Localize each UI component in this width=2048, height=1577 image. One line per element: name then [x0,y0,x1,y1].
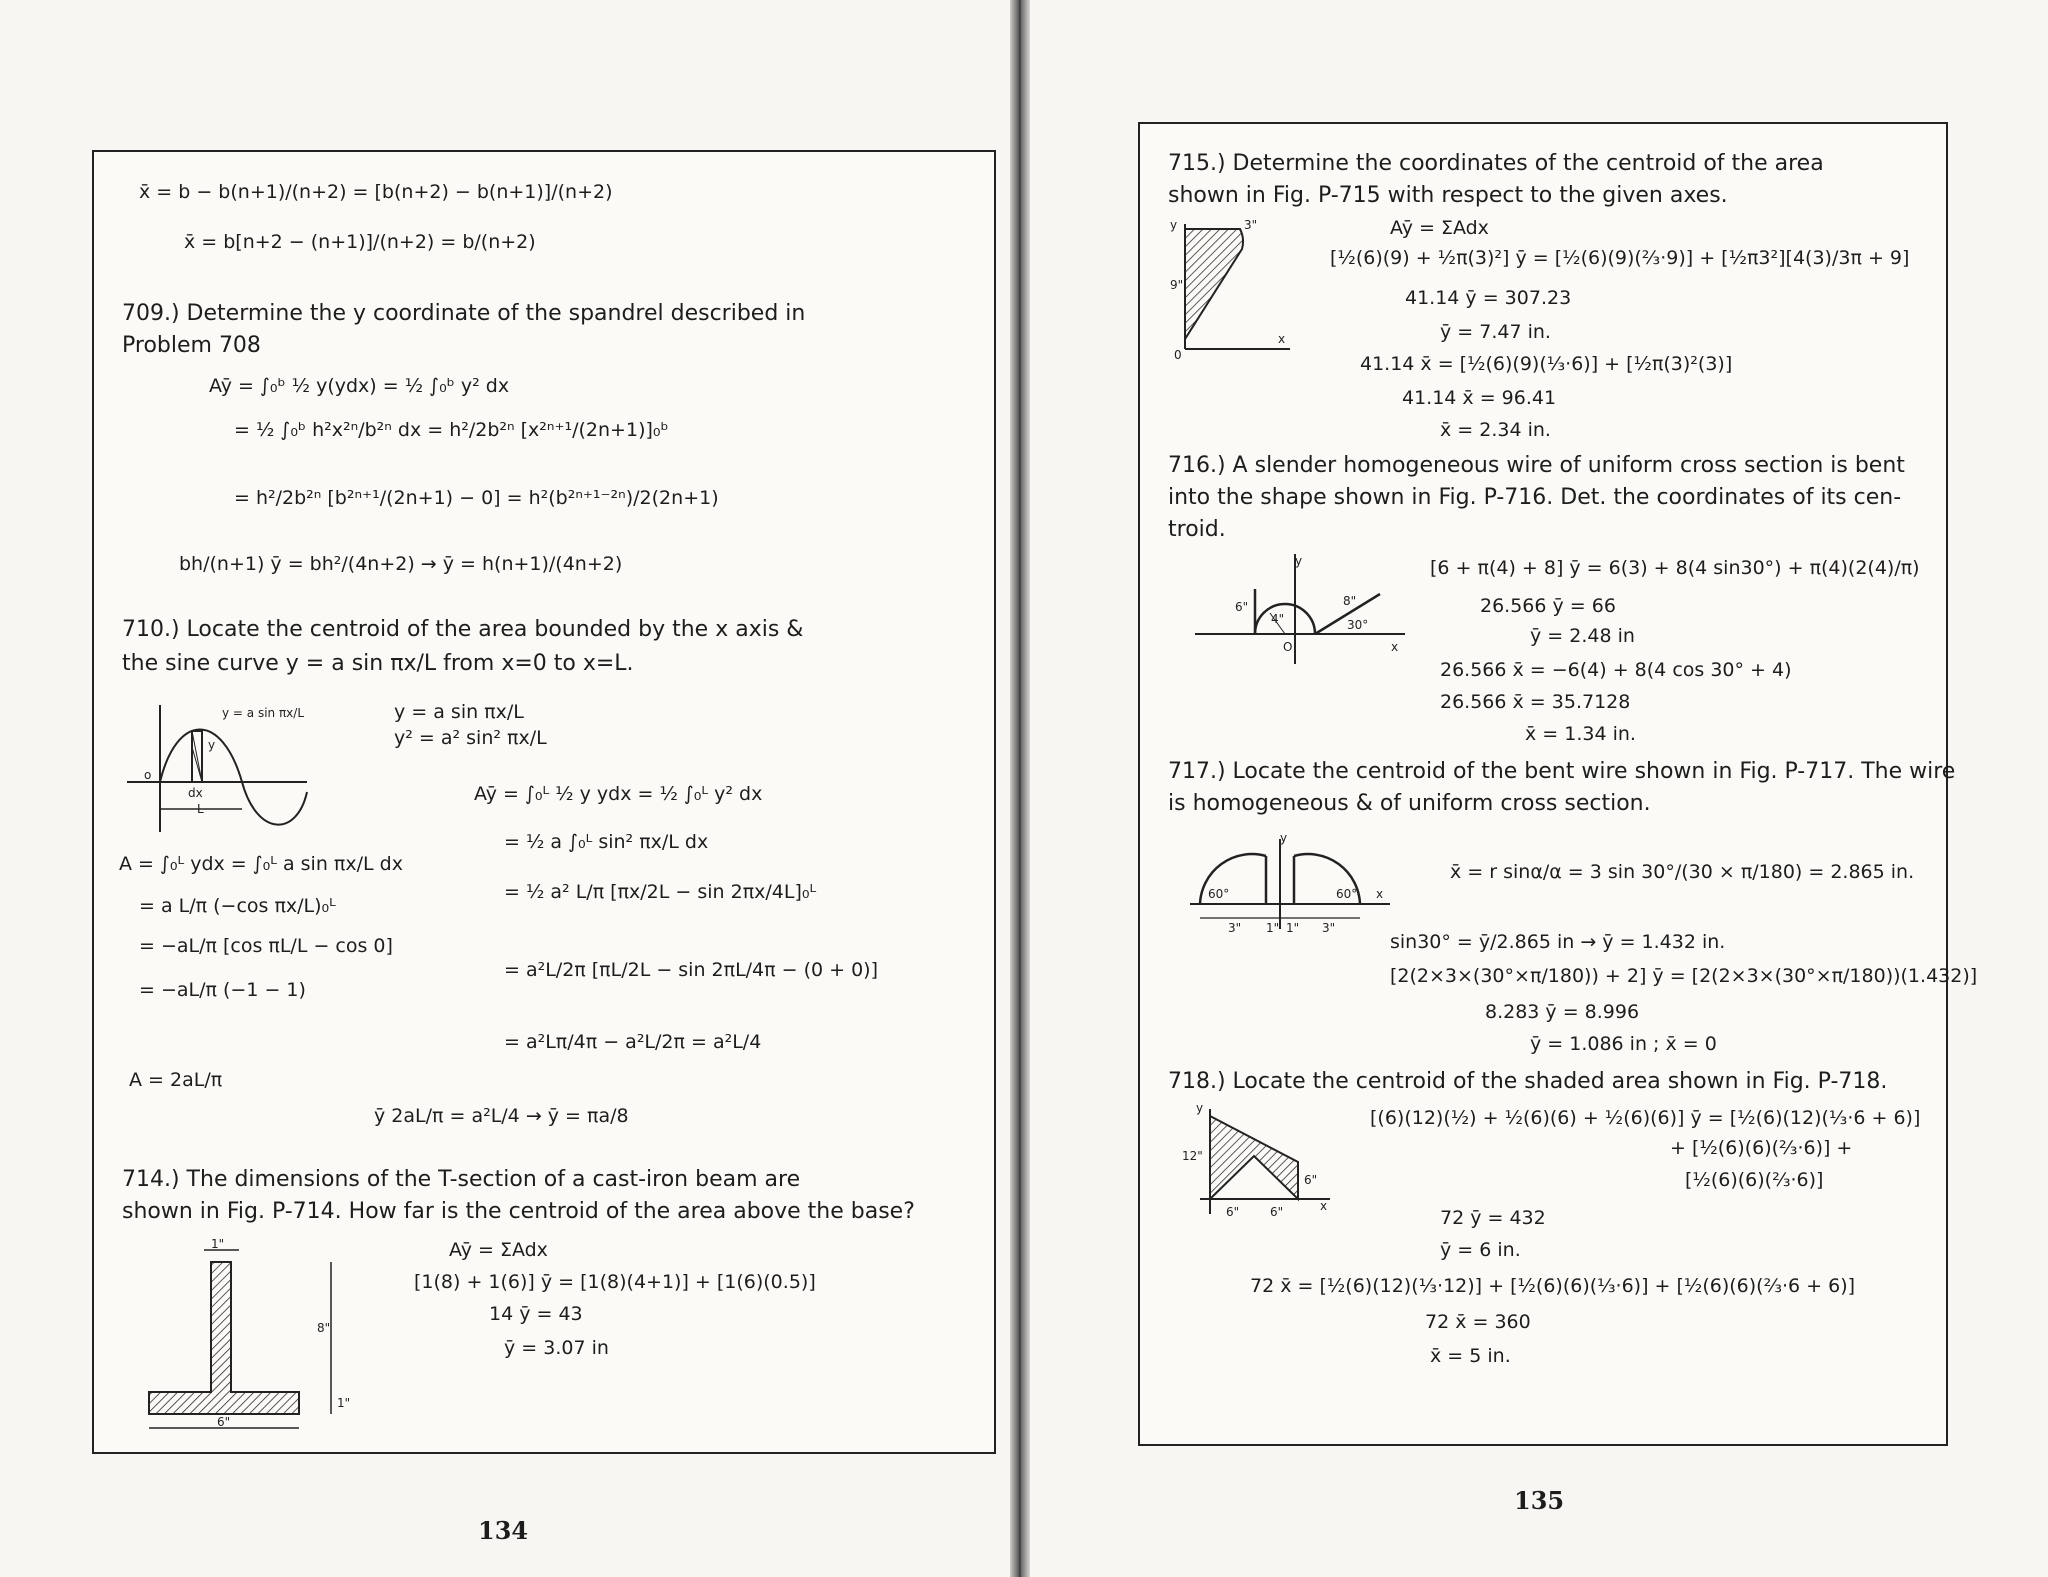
f716-angle-label: 30° [1347,618,1369,632]
problem-710-heading: 710.) Locate the centroid of the area bounded by the x axis & [122,617,804,642]
eq-line: x̄ = b[n+2 − (n+1)]/(n+2) = b/(n+2) [184,231,536,253]
eq-line: y² = a² sin² πx/L [394,727,547,749]
sine-L-label: L [197,802,204,816]
eq-line: = −aL/π [cos πL/L − cos 0] [139,935,393,957]
eq-line: [6 + π(4) + 8] ȳ = 6(3) + 8(4 sin30°) + π(4)(2(4)/π) [1430,557,1920,579]
eq-line: 26.566 ȳ = 66 [1480,595,1616,617]
f718-y-label: y [1196,1101,1204,1115]
eq-line: ȳ = 1.086 in ; x̄ = 0 [1530,1033,1717,1055]
eq-line: = a²L/2π [πL/2L − sin 2πL/4π − (0 + 0)] [504,959,878,981]
figure-p716 [1195,549,1405,669]
eq-line: 26.566 x̄ = −6(4) + 8(4 cos 30° + 4) [1440,659,1792,681]
eq-line: 41.14 ȳ = 307.23 [1405,287,1572,309]
page-number-right: 135 [1514,1486,1565,1515]
eq-line: ȳ = 3.07 in [504,1337,609,1359]
eq-line: x̄ = r sinα/α = 3 sin 30°/(30 × π/180) = 2.865 in. [1450,861,1915,883]
eq-line: = h²/2b²ⁿ [b²ⁿ⁺¹/(2n+1) − 0] = h²(b²ⁿ⁺¹⁻²ⁿ)/2(2n+1) [234,487,719,509]
problem-text: into the shape shown in Fig. P-716. Det. the coordinates of its cen- [1168,485,1902,510]
problem-text: shown in Fig. P-714. How far is the centroid of the area above the base? [122,1199,915,1224]
f717-y-label: y [1280,831,1288,845]
eq-line: + [½(6)(6)(⅔·6)] + [1670,1137,1853,1159]
eq-line: [½(6)(6)(⅔·6)] [1685,1169,1824,1191]
problem-text: is homogeneous & of uniform cross section. [1168,791,1651,816]
f715-height-label: 9" [1170,278,1184,292]
eq-line: sin30° = ȳ/2.865 in → ȳ = 1.432 in. [1390,931,1726,953]
sine-curve-figure [122,697,312,837]
f718-right-height: 6" [1304,1173,1318,1187]
f715-radius-label: 3" [1244,218,1258,232]
eq-line: x̄ = 1.34 in. [1525,723,1636,745]
problem-714-heading: 714.) The dimensions of the T-section of a cast-iron beam are [122,1167,801,1192]
problem-709-heading: 709.) Determine the y coordinate of the spandrel described in [122,301,806,326]
problem-text: Problem 708 [122,333,261,358]
problem-text: troid. [1168,517,1226,542]
f716-y-label: y [1295,554,1303,568]
problem-715-heading: 715.) Determine the coordinates of the centroid of the area [1168,151,1824,176]
eq-line: x̄ = 5 in. [1430,1345,1511,1367]
sine-curve-label: y = a sin πx/L [222,706,305,720]
f715-origin-label: 0 [1174,348,1182,362]
eq-line: [2(2×3×(30°×π/180)) + 2] ȳ = [2(2×3×(30°×π/180))(1.432)] [1390,965,1978,987]
eq-line: Aȳ = ΣAdx [449,1239,548,1261]
t-base-dimension: 1" [337,1396,351,1410]
eq-line: ȳ 2aL/π = a²L/4 → ȳ = πa/8 [374,1105,629,1127]
eq-line: = ½ ∫₀ᵇ h²x²ⁿ/b²ⁿ dx = h²/2b²ⁿ [x²ⁿ⁺¹/(2n+1)]₀ᵇ [234,419,669,441]
eq-line: Aȳ = ∫₀ᴸ ½ y ydx = ½ ∫₀ᴸ y² dx [474,783,763,805]
eq-line: 41.14 x̄ = 96.41 [1402,387,1557,409]
sine-dx-label: dx [188,786,203,800]
eq-line: = a L/π (−cos πx/L)₀ᴸ [139,895,336,917]
eq-line: A = ∫₀ᴸ ydx = ∫₀ᴸ a sin πx/L dx [119,853,403,875]
eq-line: [1(8) + 1(6)] ȳ = [1(8)(4+1)] + [1(6)(0.5)] [414,1271,816,1293]
figure-p715 [1170,218,1290,362]
eq-line: 72 x̄ = 360 [1425,1311,1531,1333]
f718-dim-6a: 6" [1226,1205,1240,1219]
problem-text: the sine curve y = a sin πx/L from x=0 to x=L. [122,651,634,676]
figure-p718 [1180,1101,1330,1224]
f715-y-label: y [1170,218,1178,232]
page-number-left: 134 [478,1516,529,1545]
eq-line: = a²Lπ/4π − a²L/2π = a²L/4 [504,1031,762,1053]
problem-text: shown in Fig. P-715 with respect to the given axes. [1168,183,1728,208]
sine-y-label: y [208,738,216,752]
f717-left-angle: 60° [1208,887,1230,901]
f716-origin-label: O [1283,640,1293,654]
f717-dim-3a: 3" [1228,921,1242,935]
eq-line: 26.566 x̄ = 35.7128 [1440,691,1631,713]
eq-line: ȳ = 6 in. [1440,1239,1521,1261]
f716-8in-label: 8" [1343,594,1357,608]
sine-origin-label: o [144,768,152,782]
eq-line: A = 2aL/π [129,1069,223,1091]
eq-line: [(6)(12)(½) + ½(6)(6) + ½(6)(6)] ȳ = [½(6)(12)(⅓·6 + 6)] [1370,1107,1921,1129]
f717-x-label: x [1376,887,1384,901]
f716-x-label: x [1391,640,1399,654]
eq-line: Aȳ = ΣAdx [1390,217,1489,239]
eq-line: 8.283 ȳ = 8.996 [1485,1001,1640,1023]
f718-x-label: x [1320,1199,1328,1213]
f717-dim-1b: 1" [1286,921,1300,935]
t-section-figure [149,1237,351,1442]
f718-dim-6b: 6" [1270,1205,1284,1219]
eq-line: = ½ a ∫₀ᴸ sin² πx/L dx [504,831,709,853]
f716-6in-label: 6" [1235,600,1249,614]
eq-line: Aȳ = ∫₀ᵇ ½ y(ydx) = ½ ∫₀ᵇ y² dx [209,375,510,397]
eq-line: 72 x̄ = [½(6)(12)(⅓·12)] + [½(6)(6)(⅓·6)] + [½(6)(6)(⅔·6 + 6)] [1250,1275,1856,1297]
eq-line: = −aL/π (−1 − 1) [139,979,306,1001]
eq-line: 72 ȳ = 432 [1440,1207,1546,1229]
figure-p717 [1190,831,1400,944]
t-height-dimension: 8" [317,1321,331,1335]
right-solution-frame [1138,122,1978,1446]
problem-717-heading: 717.) Locate the centroid of the bent wire shown in Fig. P-717. The wire [1168,759,1956,784]
left-solution-frame [92,150,996,1454]
problem-718-heading: 718.) Locate the centroid of the shaded area shown in Fig. P-718. [1168,1069,1888,1094]
f717-right-angle: 60° [1336,887,1358,901]
eq-line: [½(6)(9) + ½π(3)²] ȳ = [½(6)(9)(⅔·9)] + [½π3²][4(3)/3π + 9] [1330,247,1910,269]
book-spine [1010,0,1030,1577]
eq-line: 41.14 x̄ = [½(6)(9)(⅓·6)] + [½π(3)²(3)] [1360,353,1733,375]
f717-dim-1a: 1" [1266,921,1280,935]
eq-line: bh/(n+1) ȳ = bh²/(4n+2) → ȳ = h(n+1)/(4n+2) [179,553,623,575]
f716-4in-label: 4" [1271,612,1285,626]
f718-height-label: 12" [1182,1149,1203,1163]
eq-line: = ½ a² L/π [πx/2L − sin 2πx/4L]₀ᴸ [504,881,817,903]
eq-line: y = a sin πx/L [394,701,524,723]
eq-line: x̄ = 2.34 in. [1440,419,1551,441]
t-width-dimension: 6" [217,1415,231,1429]
eq-line: 14 ȳ = 43 [489,1303,583,1325]
eq-line: x̄ = b − b(n+1)/(n+2) = [b(n+2) − b(n+1)]/(n+2) [139,181,613,203]
eq-line: ȳ = 2.48 in [1530,625,1635,647]
problem-716-heading: 716.) A slender homogeneous wire of uniform cross section is bent [1168,453,1905,478]
f715-x-label: x [1278,332,1286,346]
eq-line: ȳ = 7.47 in. [1440,321,1551,343]
t-flange-dimension: 1" [211,1237,225,1251]
f717-dim-3b: 3" [1322,921,1336,935]
